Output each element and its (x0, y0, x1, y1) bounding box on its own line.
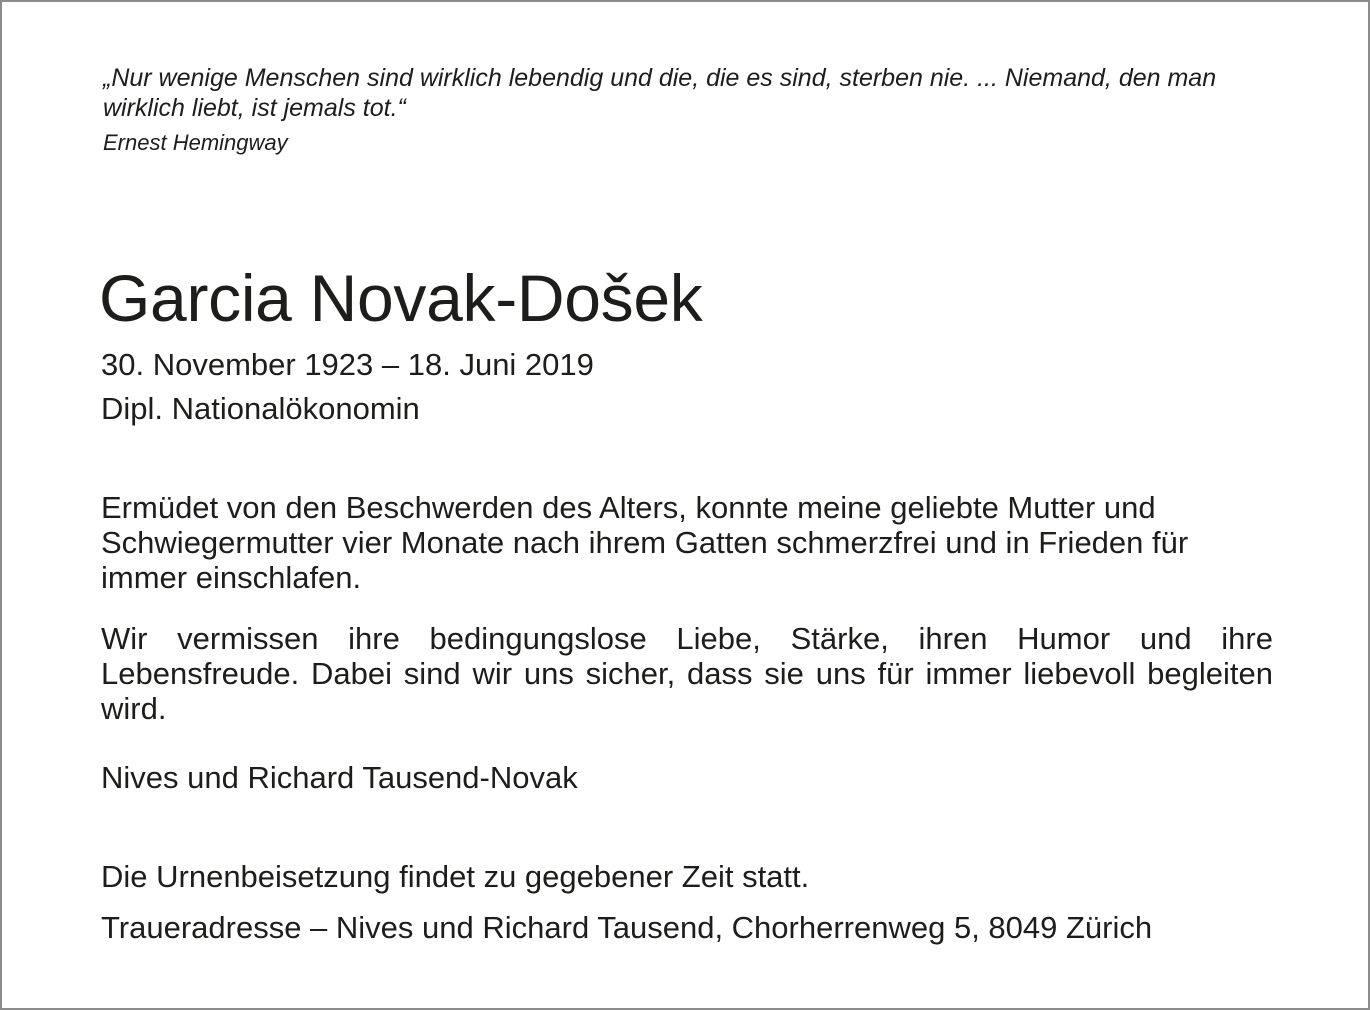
message-paragraph: Wir vermissen ihre bedingungslose Liebe, Stärke, ihren Humor und ihre Lebensfreude. Dabei sind wir uns sicher, dass sie uns für immer liebevoll begleiten wird. (101, 621, 1273, 726)
message-paragraph: Ermüdet von den Beschwerden des Alters, konnte meine geliebte Mutter und Schwiegermutter vier Monate nach ihrem Gatten schmerzfrei und in Frieden für immer einschlafen. (101, 490, 1189, 595)
epigraph-quote: „Nur wenige Menschen sind wirklich lebendig und die, die es sind, sterben nie. ... Niemand, den man wirklich liebt, ist jemals tot.“ (103, 64, 1217, 122)
family-signature: Nives und Richard Tausend-Novak (101, 760, 578, 795)
deceased-name: Garcia Novak-Došek (99, 261, 703, 335)
funeral-notice: Die Urnenbeisetzung findet zu gegebener Zeit statt. (101, 859, 810, 894)
quote-author: Ernest Hemingway (103, 130, 288, 155)
life-dates: 30. November 1923 – 18. Juni 2019 (101, 347, 594, 382)
mourning-address: Traueradresse – Nives und Richard Tausend, Chorherrenweg 5, 8049 Zürich (101, 910, 1153, 945)
academic-title: Dipl. Nationalökonomin (101, 391, 420, 426)
